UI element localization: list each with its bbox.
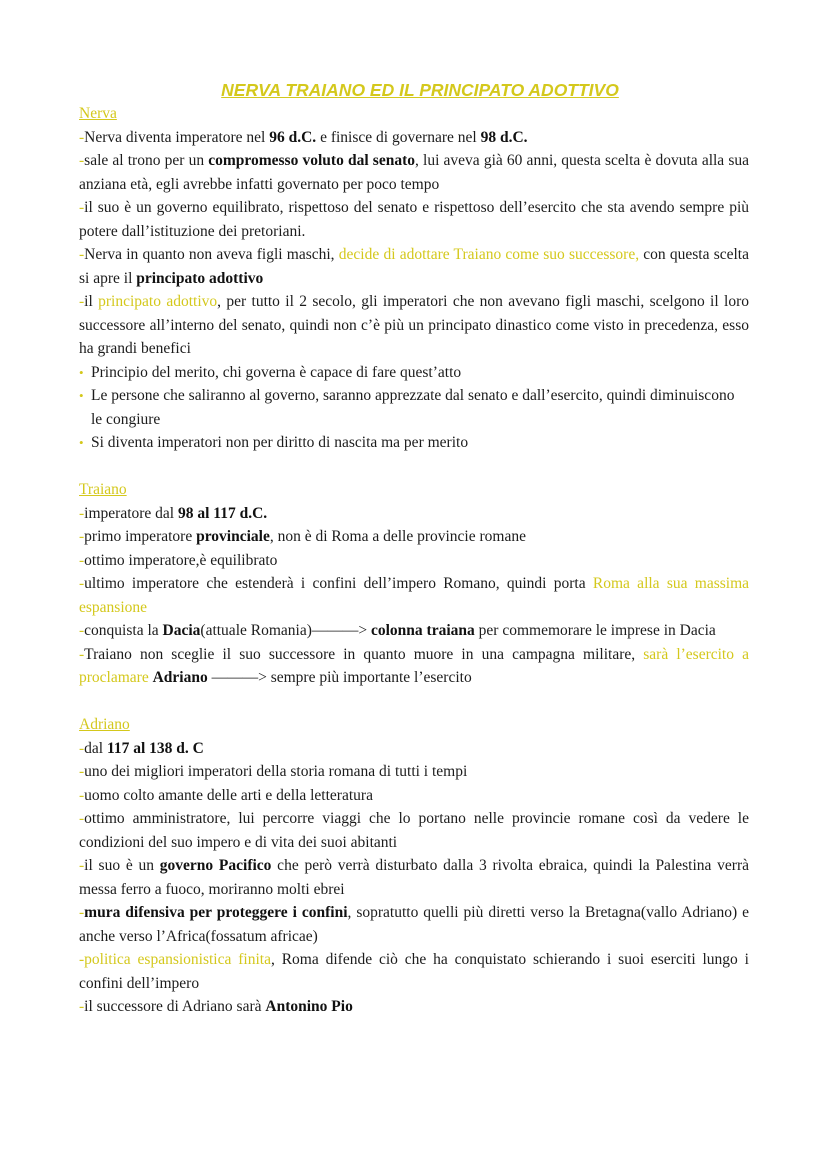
bullet-icon: • <box>79 435 84 450</box>
dash-mark: - <box>79 763 85 780</box>
nerva-paragraph-4: -Nerva in quanto non aveva figli maschi, decide di adottare Traiano come suo successore, con questa scelta si apre il principato adottivo <box>79 246 749 287</box>
dash-mark: - <box>79 246 85 263</box>
traiano-paragraph-1: -imperatore dal 98 al 117 d.C. <box>79 504 268 522</box>
bullet-item: • Si diventa imperatori non per diritto di nascita ma per merito <box>79 431 749 455</box>
adriano-paragraph-2: -uno dei migliori imperatori della storia romana di tutti i tempi <box>79 763 468 780</box>
bullet-item: • Principio del merito, chi governa è capace di fare quest’atto <box>79 361 749 385</box>
adriano-paragraph-7: -politica espansionistica finita, Roma difende ciò che ha conquistato schierando i suoi eserciti lungo i confini dell’impero <box>79 951 749 992</box>
dash-mark: - <box>79 575 85 592</box>
nerva-paragraph-2: -sale al trono per un compromesso voluto dal senato, lui aveva già 60 anni, questa scelta è dovuta alla sua anziana età, egli avrebbe infatti governato per poco tempo <box>79 152 750 193</box>
dash-mark: - <box>79 622 85 639</box>
dash-mark: - <box>79 551 85 569</box>
adriano-paragraph-6: -mura difensiva per proteggere i confini, sopratutto quelli più diretti verso la Bretagna(vallo Adriano) e anche verso l’Africa(fossatum africae) <box>79 904 749 945</box>
traiano-paragraph-2: -primo imperatore provinciale, non è di Roma a delle provincie romane <box>79 528 526 545</box>
traiano-paragraph-4: -ultimo imperatore che estenderà i confini dell’impero Romano, quindi porta Roma alla sua massima espansione <box>79 575 749 616</box>
dash-mark: - <box>79 998 85 1015</box>
dash-mark: - <box>79 199 85 216</box>
nerva-paragraph-3: -il suo è un governo equilibrato, rispettoso del senato e rispettoso dell’esercito che sta avendo sempre più potere dall’istituzione dei pretoriani. <box>79 199 749 240</box>
dash-mark: - <box>79 904 85 921</box>
dash-mark: - <box>79 951 85 968</box>
section-heading-traiano: Traiano <box>79 481 127 498</box>
traiano-paragraph-5: -conquista la Dacia(attuale Romania)———> colonna traiana per commemorare le imprese in Dacia <box>79 622 716 639</box>
adriano-paragraph-5: -il suo è un governo Pacifico che però verrà disturbato dalla 3 rivolta ebraica, quindi la Palestina verrà messa ferro a fuoco, moriranno molti ebrei <box>79 857 749 898</box>
dash-mark: - <box>79 810 85 827</box>
dash-mark: - <box>79 152 85 169</box>
dash-mark: - <box>79 739 85 757</box>
dash-mark: - <box>79 504 85 522</box>
bullet-icon: • <box>79 364 84 380</box>
traiano-paragraph-6: -Traiano non sceglie il suo successore in quanto muore in una campagna militare, sarà l’esercito a proclamare Adriano ———> sempre più importante l’esercito <box>79 645 749 686</box>
adriano-paragraph-4: -ottimo amministratore, lui percorre viaggi che lo portano nelle provincie romane così da vedere le condizioni del suo impero e di vita dei suoi abitanti <box>79 810 749 851</box>
dash-mark: - <box>79 786 85 804</box>
dash-mark: - <box>79 128 85 146</box>
nerva-paragraph-5: -il principato adottivo, per tutto il 2 secolo, gli imperatori che non avevano figli maschi, scelgono il loro successore all’interno del senato, quindi non c’è più un principato dinastico come visto in precedenza, esso ha grandi benefici <box>79 293 749 357</box>
dash-mark: - <box>79 293 85 310</box>
page-title: NERVA TRAIANO ED IL PRINCIPATO ADOTTIVO <box>221 80 619 100</box>
adriano-paragraph-1: -dal 117 al 138 d. C <box>79 739 204 757</box>
dash-mark: - <box>79 645 85 663</box>
document-page <box>79 78 749 1019</box>
adriano-paragraph-8: -il successore di Adriano sarà Antonino Pio <box>79 998 353 1015</box>
section-heading-adriano: Adriano <box>79 716 130 733</box>
section-heading-nerva: Nerva <box>79 105 117 122</box>
traiano-paragraph-3: -ottimo imperatore,è equilibrato <box>79 551 278 569</box>
dash-mark: - <box>79 857 85 874</box>
adriano-paragraph-3: -uomo colto amante delle arti e della letteratura <box>79 786 373 804</box>
nerva-paragraph-1: -Nerva diventa imperatore nel 96 d.C. e finisce di governare nel 98 d.C. <box>79 128 528 146</box>
bullet-icon: • <box>79 388 84 403</box>
dash-mark: - <box>79 528 85 545</box>
bullet-item: • Le persone che saliranno al governo, saranno apprezzate dal senato e dall’esercito, quindi diminuiscono le congiure <box>79 384 749 431</box>
